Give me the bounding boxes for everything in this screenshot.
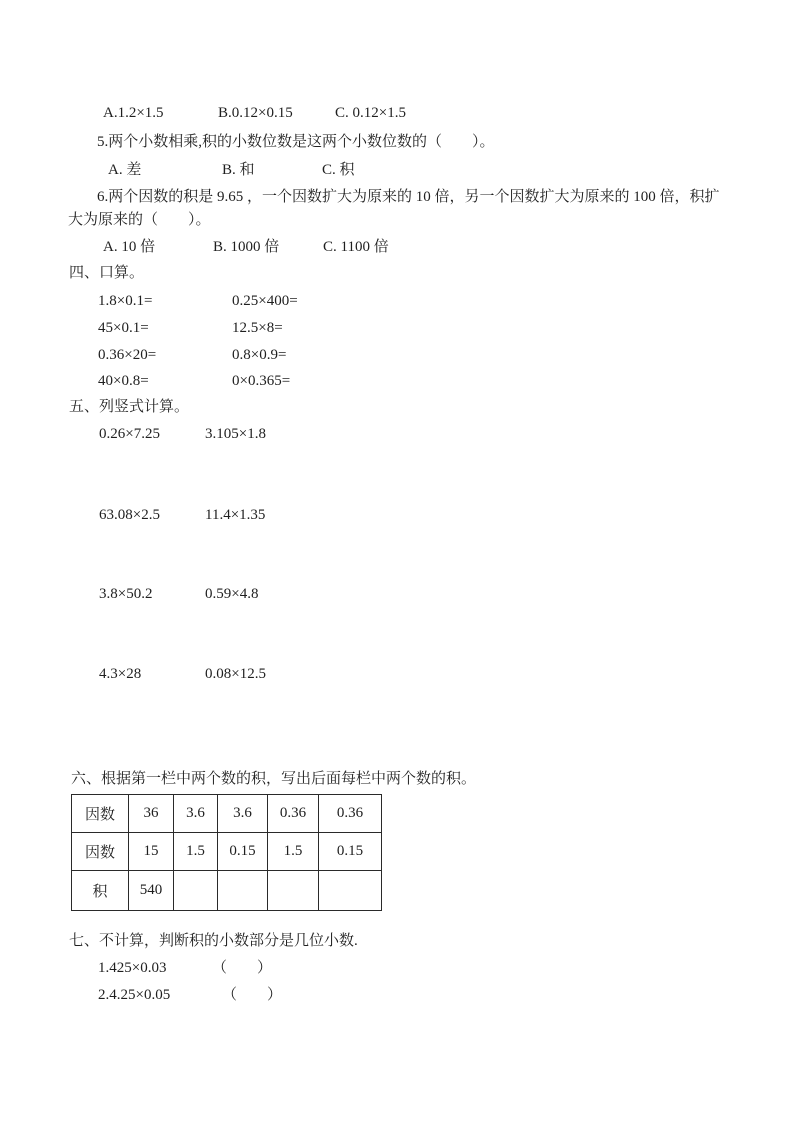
vertical-calc-expression: 3.105×1.8 — [205, 426, 266, 442]
q5-choice-a: A. 差 — [108, 162, 142, 178]
table-cell: 3.6 — [218, 795, 268, 833]
table-cell: 因数 — [72, 795, 129, 833]
table-cell: 1.5 — [268, 833, 319, 871]
section-4-title: 四、口算。 — [69, 265, 145, 281]
judge-expression: 2.4.25×0.05 — [98, 987, 171, 1003]
answer-blank: （ ） — [212, 960, 273, 976]
section-7-title: 七、不计算，判断积的小数部分是几位小数. — [69, 933, 358, 949]
question-6-line1: 6.两个因数的积是 9.65 ，一个因数扩大为原来的 10 倍，另一个因数扩大为原来的 100 倍，积扩 — [97, 189, 720, 205]
table-cell-blank — [218, 871, 268, 911]
table-row-factor2 — [72, 833, 382, 871]
q5-choice-b: B. 和 — [222, 162, 255, 178]
table-cell: 积 — [72, 871, 129, 911]
q6-choice-c: C. 1100 倍 — [323, 239, 389, 255]
oral-calc-expression: 0.8×0.9= — [232, 347, 287, 363]
judge-expression: 1.425×0.03 — [98, 960, 167, 976]
q3-choice-b: B.0.12×0.15 — [218, 105, 293, 121]
section-6-title: 六、根据第一栏中两个数的积，写出后面每栏中两个数的积。 — [71, 771, 477, 787]
table-cell-blank — [174, 871, 218, 911]
table-row-factor1 — [72, 795, 382, 833]
oral-calc-expression: 45×0.1= — [98, 320, 149, 336]
oral-calc-expression: 12.5×8= — [232, 320, 283, 336]
table-cell-blank — [268, 871, 319, 911]
vertical-calc-expression: 0.26×7.25 — [99, 426, 160, 442]
table-cell: 0.36 — [268, 795, 319, 833]
vertical-calc-expression: 4.3×28 — [99, 666, 142, 682]
oral-calc-expression: 1.8×0.1= — [98, 293, 153, 309]
table-cell: 0.15 — [218, 833, 268, 871]
table-row-product — [72, 871, 382, 911]
oral-calc-expression: 0.36×20= — [98, 347, 157, 363]
table-cell: 3.6 — [174, 795, 218, 833]
vertical-calc-expression: 3.8×50.2 — [99, 586, 153, 602]
q3-choice-c: C. 0.12×1.5 — [335, 105, 406, 121]
section-5-title: 五、列竖式计算。 — [69, 399, 190, 415]
question-6-line2: 大为原来的（ ）。 — [68, 212, 211, 228]
table-cell: 因数 — [72, 833, 129, 871]
vertical-calc-expression: 0.59×4.8 — [205, 586, 259, 602]
q5-choice-c: C. 积 — [322, 162, 355, 178]
table-cell: 1.5 — [174, 833, 218, 871]
vertical-calc-expression: 0.08×12.5 — [205, 666, 266, 682]
factors-product-table — [71, 794, 382, 911]
q6-choice-a: A. 10 倍 — [103, 239, 156, 255]
vertical-calc-expression: 63.08×2.5 — [99, 507, 160, 523]
q3-choice-a: A.1.2×1.5 — [103, 105, 164, 121]
oral-calc-expression: 0×0.365= — [232, 373, 291, 389]
table-cell: 15 — [129, 833, 174, 871]
vertical-calc-expression: 11.4×1.35 — [205, 507, 266, 523]
oral-calc-expression: 0.25×400= — [232, 293, 298, 309]
table-cell: 0.36 — [319, 795, 382, 833]
table-cell: 540 — [129, 871, 174, 911]
q6-choice-b: B. 1000 倍 — [213, 239, 280, 255]
table-cell: 0.15 — [319, 833, 382, 871]
question-5-text: 5.两个小数相乘,积的小数位数是这两个小数位数的（ ）。 — [97, 134, 495, 150]
table-cell-blank — [319, 871, 382, 911]
answer-blank: （ ） — [222, 987, 283, 1003]
table-cell: 36 — [129, 795, 174, 833]
oral-calc-expression: 40×0.8= — [98, 373, 149, 389]
